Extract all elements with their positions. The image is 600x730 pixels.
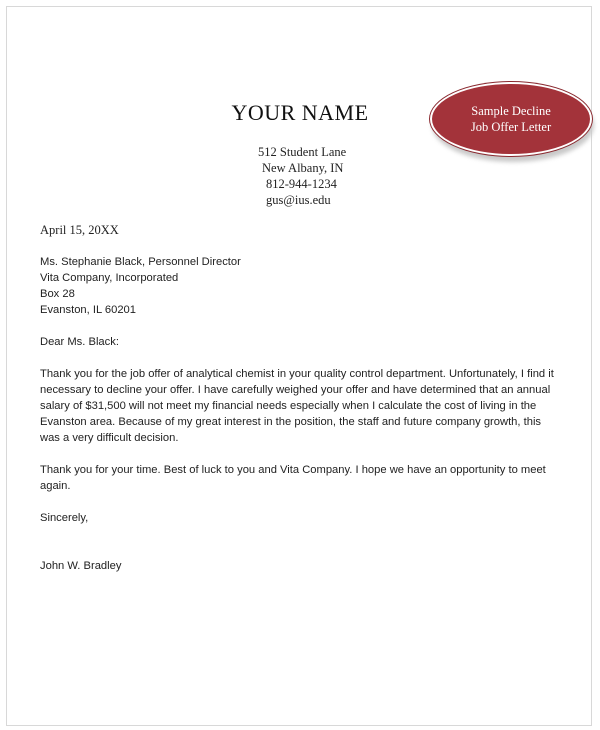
- recipient-line: Ms. Stephanie Black, Personnel Director: [40, 256, 241, 268]
- sender-street: 512 Student Lane: [258, 145, 347, 159]
- recipient-block: [40, 254, 560, 318]
- recipient-line: Box 28: [40, 288, 75, 300]
- badge-line-2: Job Offer Letter: [470, 120, 552, 134]
- body-paragraph-1: [40, 366, 560, 446]
- closing: Sincerely,: [40, 512, 89, 524]
- recipient-line: Vita Company, Incorporated: [40, 272, 179, 284]
- paragraph-text: Thank you for the job offer of analytical chemist in your quality control department. Unfortunately, I find it necessary to decline your offer. I have carefully weighed your offer and have determined that an annual salary of $31,500 will not meet my financial needs especially when I calculate the cost of living in the Evanston area. Because of my great interest in the position, the staff and future company growth, this was a very difficult decision.: [40, 368, 554, 444]
- badge-line-1: Sample Decline: [471, 104, 551, 118]
- sender-name: YOUR NAME: [231, 100, 369, 125]
- sender-phone: 812-944-1234: [266, 177, 337, 191]
- letter-date: April 15, 20XX: [40, 223, 119, 237]
- salutation: Dear Ms. Black:: [40, 336, 119, 348]
- recipient-line: Evanston, IL 60201: [40, 304, 136, 316]
- body-paragraph-2: [40, 462, 560, 494]
- sender-email: gus@ius.edu: [266, 193, 331, 207]
- signature-name: John W. Bradley: [40, 560, 122, 572]
- sender-city: New Albany, IN: [262, 161, 344, 175]
- sample-badge: [430, 82, 592, 156]
- sender-address: [258, 144, 346, 208]
- paragraph-text: Thank you for your time. Best of luck to you and Vita Company. I hope we have an opportunity to meet again.: [40, 464, 546, 492]
